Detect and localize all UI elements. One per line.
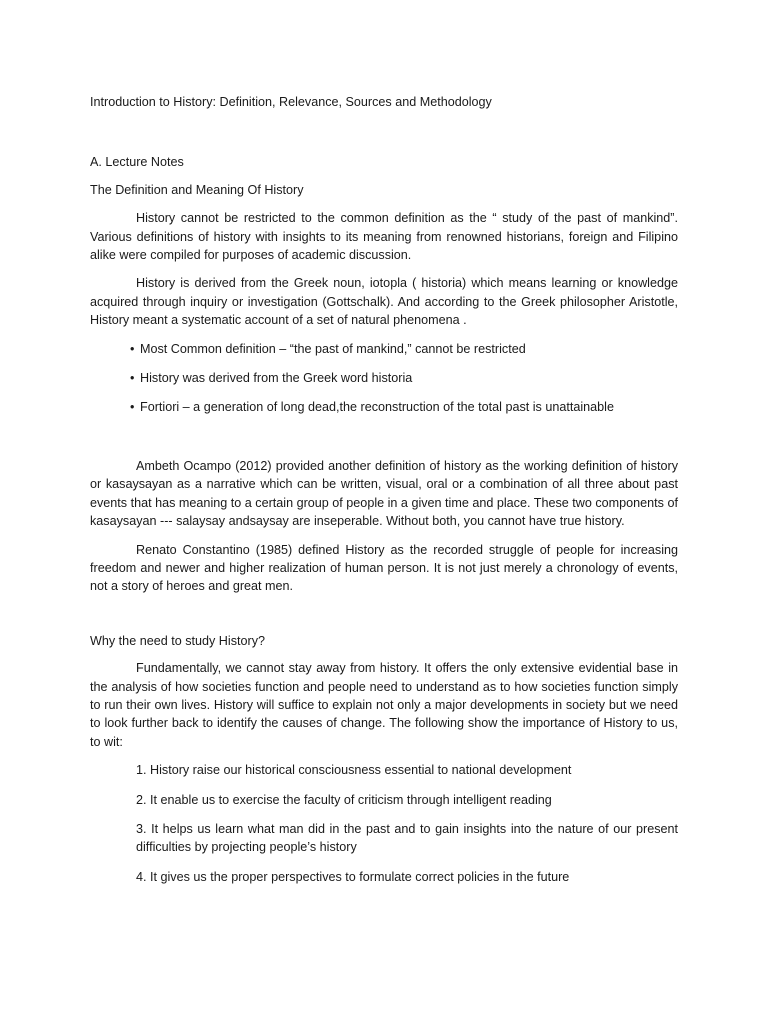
section-heading-lecture-notes: A. Lecture Notes — [90, 155, 184, 170]
subheading-definition: The Definition and Meaning Of History — [90, 182, 304, 197]
bullet-list — [90, 340, 678, 417]
bullet-item: • History was derived from the Greek word historia — [130, 369, 678, 387]
document-page — [90, 93, 678, 897]
paragraph-ocampo: Ambeth Ocampo (2012) provided another definition of history as the working definition of history or kasaysayan as a narrative which can be written, visual, oral or a combination of all three about past events that has meaning to a certain group of people in a given time and place. These two components of kasaysayan --- salaysay andsaysay are inseperable. Without both, you cannot have true history. — [90, 458, 678, 529]
numbered-item: 1. History raise our historical consciousness essential to national development — [136, 763, 572, 778]
paragraph-intro-2: History is derived from the Greek noun, iotopla ( historia) which means learning or knowledge acquired through inquiry or investigation (Gottschalk). And according to the Greek philosopher Aristotle, History meant a systematic account of a set of natural phenomena . — [90, 276, 678, 328]
numbered-list — [90, 761, 678, 886]
paragraph-intro-1: History cannot be restricted to the common definition as the “ study of the past of mankind”. Various definitions of history with insights to its meaning from renowned historians, foreign and Filipino alike were compiled for purposes of academic discussion. — [90, 211, 678, 263]
bullet-item: • Most Common definition – “the past of mankind,” cannot be restricted — [130, 340, 678, 358]
subheading-why-study: Why the need to study History? — [90, 633, 265, 648]
paragraph-why: Fundamentally, we cannot stay away from history. It offers the only extensive evidential base in the analysis of how societies function and people need to understand as to how societies function simply to run their own lives. History will suffice to explain not only a major developments in society but we need to look further back to identify the causes of change. The following show the importance of History to us, to wit: — [90, 661, 678, 749]
bullet-marker: • — [130, 400, 135, 415]
document-title: Introduction to History: Definition, Relevance, Sources and Methodology — [90, 95, 492, 109]
bullet-marker: • — [130, 371, 135, 386]
bullet-item: • Fortiori – a generation of long dead,the reconstruction of the total past is unattainable — [130, 398, 678, 416]
numbered-item: 3. It helps us learn what man did in the past and to gain insights into the nature of our present difficulties by projecting people’s history — [136, 821, 678, 855]
bullet-marker: • — [130, 341, 135, 356]
paragraph-constantino: Renato Constantino (1985) defined History as the recorded struggle of people for increasing freedom and newer and higher realization of human person. It is not just merely a chronology of events, not a story of heroes and great men. — [90, 542, 678, 594]
numbered-item: 4. It gives us the proper perspectives to formulate correct policies in the future — [136, 869, 570, 884]
numbered-item: 2. It enable us to exercise the faculty of criticism through intelligent reading — [136, 792, 552, 807]
